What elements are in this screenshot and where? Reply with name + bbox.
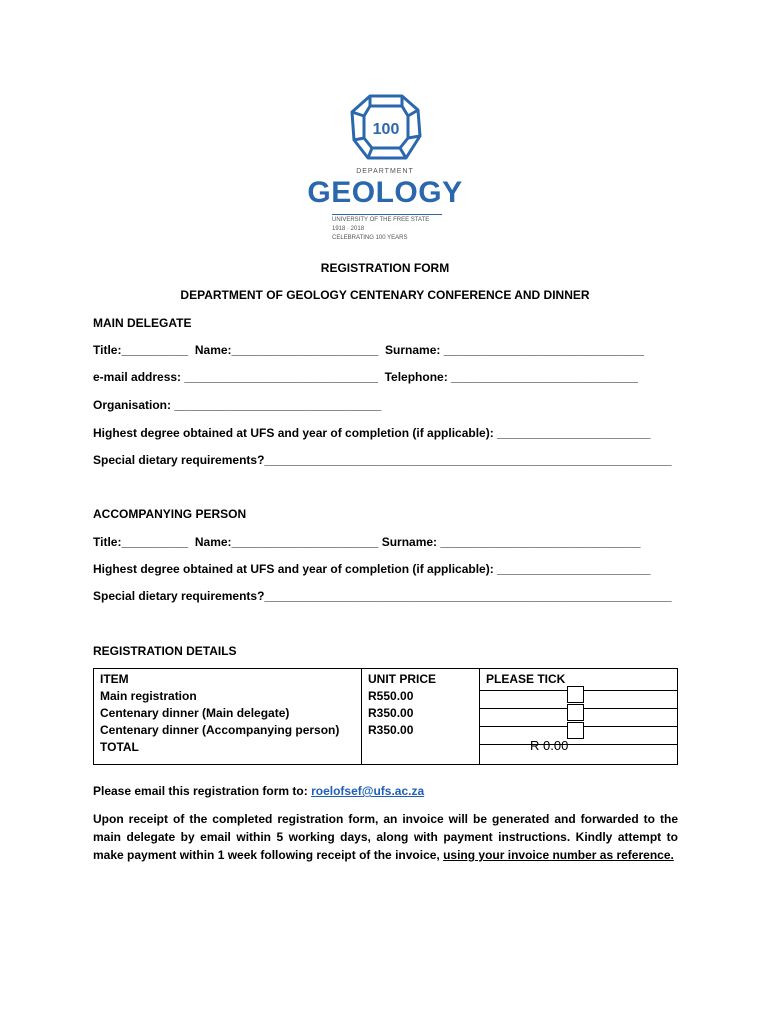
logo-title: GEOLOGY (307, 176, 463, 209)
registration-items-cell (94, 669, 362, 765)
logo-celebrating: CELEBRATING 100 YEARS (332, 235, 408, 241)
registration-heading: REGISTRATION DETAILS (93, 644, 237, 658)
col-price-header: UNIT PRICE (368, 672, 437, 686)
payment-reference-note: using your invoice number as reference. (443, 848, 674, 862)
main-delegate-dietary-field[interactable]: Special dietary requirements?_____________________________________________________________ (93, 453, 672, 467)
payment-instructions (93, 810, 678, 864)
main-delegate-name-fields[interactable]: Title:__________ Name:______________________ Surname: ______________________________ (93, 343, 644, 357)
accompanying-dietary-field[interactable]: Special dietary requirements?_____________________________________________________________ (93, 589, 672, 603)
total-amount: R 0.00 (530, 738, 569, 753)
col-item-header: ITEM (100, 672, 129, 686)
crystal-emblem-icon (348, 92, 424, 164)
main-delegate-organisation-field[interactable]: Organisation: _______________________________ (93, 398, 382, 412)
registration-table (93, 668, 678, 765)
accompanying-degree-field[interactable]: Highest degree obtained at UFS and year of completion (if applicable): _______________________ (93, 562, 651, 576)
main-delegate-heading: MAIN DELEGATE (93, 316, 192, 330)
logo-years: 1918 · 2018 (332, 226, 365, 232)
emblem-text: 100 (372, 121, 400, 138)
payment-text: Upon receipt of the completed registration form, an invoice will be generated and forwarded to the main delegate by email within 5 working days, along with payment instructions. Kindly attempt to make payment within 1 week following receipt of the invoice, (93, 812, 678, 862)
col-tick-header: PLEASE TICK (480, 669, 677, 691)
main-delegate-degree-field[interactable]: Highest degree obtained at UFS and year of completion (if applicable): _______________________ (93, 426, 651, 440)
form-title: REGISTRATION FORM (320, 261, 450, 275)
item-main-registration: Main registration (100, 689, 197, 703)
department-logo (300, 92, 470, 247)
tick-main-registration-checkbox[interactable] (567, 686, 584, 703)
item-dinner-main: Centenary dinner (Main delegate) (100, 706, 290, 720)
main-delegate-contact-fields[interactable]: e-mail address: _____________________________ Telephone: ____________________________ (93, 370, 638, 384)
item-dinner-accompanying: Centenary dinner (Accompanying person) (100, 723, 340, 737)
form-subtitle: DEPARTMENT OF GEOLOGY CENTENARY CONFERENCE AND DINNER (180, 288, 590, 302)
email-instruction (93, 784, 677, 798)
email-prefix: Please email this registration form to: (93, 784, 312, 798)
registration-prices-cell (362, 669, 480, 765)
accompanying-heading: ACCOMPANYING PERSON (93, 507, 247, 521)
price-dinner-accompanying: R350.00 (368, 723, 414, 737)
price-main-registration: R550.00 (368, 689, 414, 703)
total-label: TOTAL (100, 740, 139, 754)
email-link[interactable]: roelofsef@ufs.ac.za (311, 784, 425, 798)
price-dinner-main: R350.00 (368, 706, 414, 720)
accompanying-name-fields[interactable]: Title:__________ Name:______________________ Surname: ______________________________ (93, 535, 641, 549)
tick-dinner-accompanying-checkbox[interactable] (567, 722, 584, 739)
logo-university: UNIVERSITY OF THE FREE STATE (332, 217, 430, 223)
tick-dinner-main-checkbox[interactable] (567, 704, 584, 721)
logo-divider (332, 214, 442, 215)
logo-department-label: DEPARTMENT (356, 168, 414, 175)
